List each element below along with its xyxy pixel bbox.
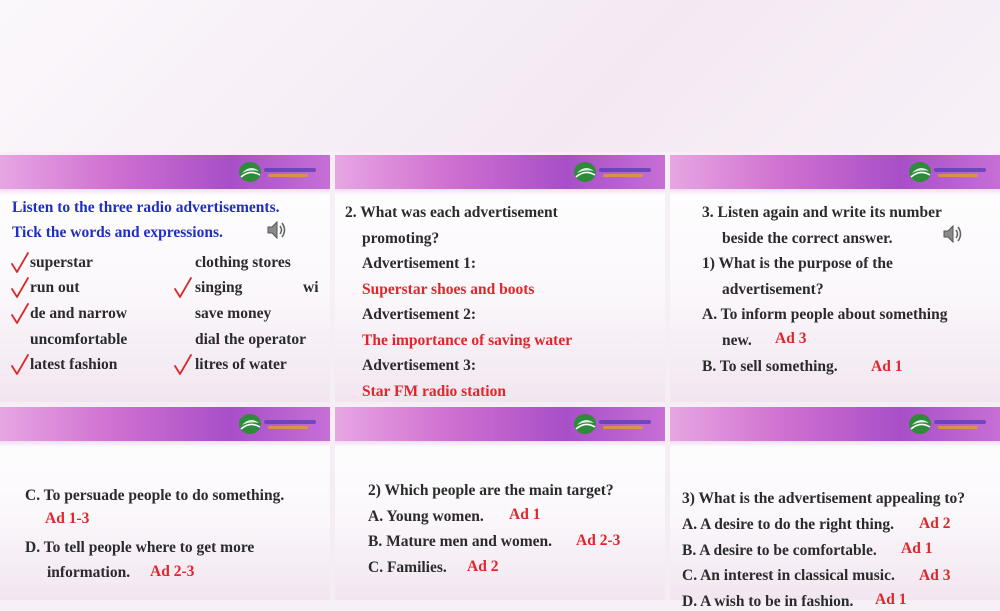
option-c: C. Families.: [368, 559, 447, 576]
question-3: 3) What is the advertisement appealing to?: [682, 490, 966, 507]
option-c-answer: Ad 3: [919, 567, 951, 584]
speaker-icon[interactable]: [940, 222, 964, 246]
logo-icon: [238, 412, 320, 436]
option-a-answer: Ad 1: [509, 506, 541, 523]
option-d-answer: Ad 1: [875, 591, 907, 608]
ad1-answer: Superstar shoes and boots: [362, 281, 535, 298]
word-item: superstar: [30, 254, 93, 271]
word-item: latest fashion: [30, 356, 118, 373]
logo-icon: [908, 412, 990, 436]
ad2-answer: The importance of saving water: [362, 332, 573, 349]
option-c-answer: Ad 2: [467, 558, 499, 575]
logo-icon: [238, 160, 320, 184]
slide-promoting: [335, 155, 665, 402]
instruction-line-1: Listen to the three radio advertisements.: [12, 199, 280, 216]
word-item: de and narrow: [30, 305, 128, 322]
option-b: B. A desire to be comfortable.: [682, 542, 877, 559]
word-item: run out: [30, 279, 80, 296]
option-d: D. A wish to be in fashion.: [682, 593, 854, 610]
word-item: save money: [195, 305, 272, 322]
question-1-line-2: advertisement?: [722, 281, 824, 298]
option-a-line-1: A. To inform people about something: [702, 306, 948, 323]
logo-icon: [908, 160, 990, 184]
check-icon: [174, 277, 192, 299]
option-c: C. An interest in classical music.: [682, 567, 895, 584]
logo-icon: [573, 160, 655, 184]
option-b-answer: Ad 1: [901, 540, 933, 557]
check-icon: [11, 252, 29, 274]
check-icon: [11, 277, 29, 299]
top-blank-area: [0, 0, 1000, 152]
ad3-label: Advertisement 3:: [362, 357, 477, 374]
speaker-icon[interactable]: [264, 218, 288, 242]
option-a-line-2: new.: [722, 332, 752, 349]
option-a: A. Young women.: [368, 508, 484, 525]
ad2-label: Advertisement 2:: [362, 306, 477, 323]
instruction-line-2: Tick the words and expressions.: [12, 224, 223, 241]
ad3-answer: Star FM radio station: [362, 383, 506, 400]
slide-purpose: [670, 155, 1000, 402]
option-d-answer: Ad 2-3: [150, 563, 195, 580]
option-b: B. Mature men and women.: [368, 533, 552, 550]
check-icon: [11, 303, 29, 325]
option-c: C. To persuade people to do something.: [25, 487, 285, 504]
logo-icon: [573, 412, 655, 436]
check-icon: [174, 354, 192, 376]
option-b: B. To sell something.: [702, 358, 838, 375]
word-item: litres of water: [195, 356, 287, 373]
slide-target: [335, 407, 665, 600]
option-d-line-1: D. To tell people where to get more: [25, 539, 255, 556]
option-a-answer: Ad 3: [775, 330, 807, 347]
option-b-answer: Ad 1: [871, 358, 903, 375]
slide-purpose-continued: [0, 407, 330, 600]
option-d-line-2: information.: [47, 564, 131, 581]
question-line-2: promoting?: [362, 230, 440, 247]
word-item: singing: [195, 279, 243, 296]
question-line-1: 2. What was each advertisement: [345, 204, 558, 221]
task-title-line-2: beside the correct answer.: [722, 230, 893, 247]
question-2: 2) Which people are the main target?: [368, 482, 614, 499]
slide-vocabulary: [0, 155, 330, 402]
option-a-answer: Ad 2: [919, 515, 951, 532]
word-item: clothing stores: [195, 254, 291, 271]
option-b-answer: Ad 2-3: [576, 532, 621, 549]
ad1-label: Advertisement 1:: [362, 255, 477, 272]
question-1-line-1: 1) What is the purpose of the: [702, 255, 893, 272]
word-item: uncomfortable: [30, 331, 128, 348]
task-title-line-1: 3. Listen again and write its number: [702, 204, 942, 221]
word-item: dial the operator: [195, 331, 307, 348]
option-c-answer: Ad 1-3: [45, 510, 90, 527]
slide-appeal: [670, 407, 1000, 610]
cut-text: wi: [303, 279, 319, 296]
option-a: A. A desire to do the right thing.: [682, 516, 894, 533]
check-icon: [11, 354, 29, 376]
